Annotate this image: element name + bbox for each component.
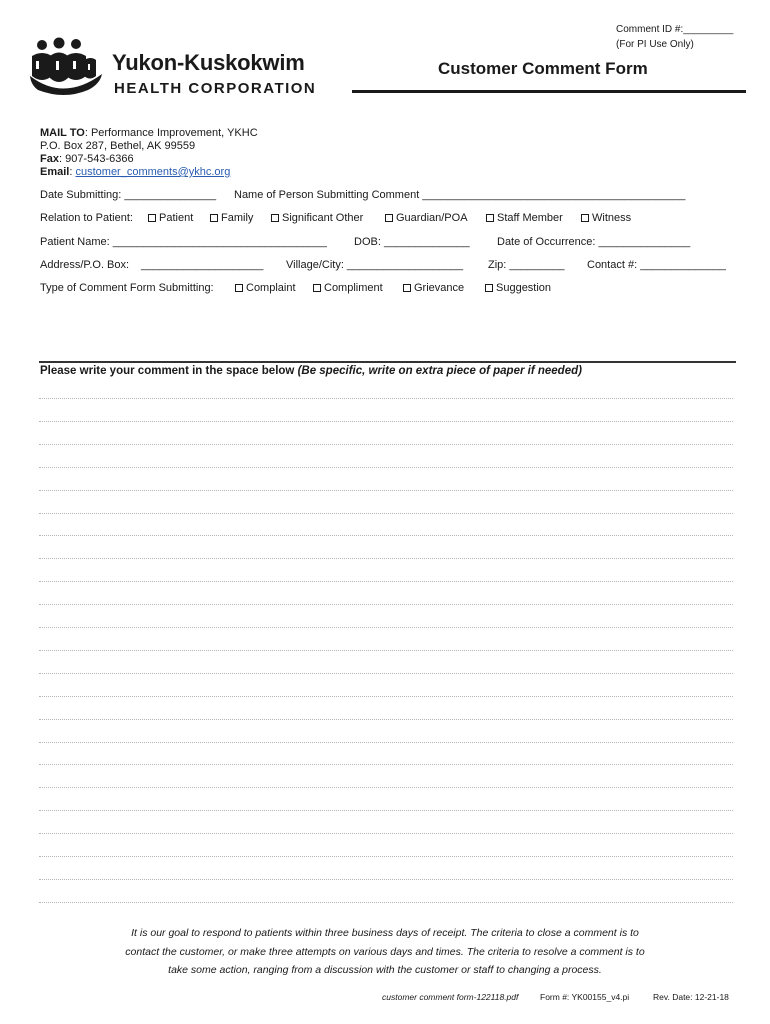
comment-instruction: Please write your comment in the space below (Be specific, write on extra piece of paper if needed) — [40, 365, 582, 377]
revision-date: Rev. Date: 12-21-18 — [653, 992, 729, 1002]
comment-writing-line[interactable] — [39, 558, 733, 559]
contact-field[interactable]: Contact #: ______________ — [587, 259, 726, 271]
title-underline — [352, 90, 746, 93]
mail-to-line: MAIL TO: Performance Improvement, YKHC — [40, 127, 258, 139]
patient-name-field[interactable]: Patient Name: ___________________________________ — [40, 236, 327, 248]
comment-writing-line[interactable] — [39, 673, 733, 674]
logo-subtitle: HEALTH CORPORATION — [114, 80, 317, 97]
comment-id-note: (For PI Use Only) — [616, 39, 694, 50]
page-title: Customer Comment Form — [438, 59, 648, 78]
relation-label: Relation to Patient: — [40, 212, 133, 224]
relation-witness-option[interactable]: Witness — [581, 212, 631, 224]
relation-guardian-option[interactable]: Guardian/POA — [385, 212, 468, 224]
village-city-field[interactable]: Village/City: ___________________ — [286, 259, 464, 271]
relation-family-option[interactable]: Family — [210, 212, 253, 224]
type-grievance-option[interactable]: Grievance — [403, 282, 464, 294]
checkbox-icon[interactable] — [581, 214, 589, 222]
checkbox-icon[interactable] — [485, 284, 493, 292]
response-policy-note: It is our goal to respond to patients within three business days of receipt. The criteria to close a comment is to contact the customer, or make three attempts on various days and times. The criteria to resolve a comment is to take some action, ranging from a discussion with the customer or staff to changing a process. — [125, 927, 645, 976]
relation-staff-option[interactable]: Staff Member — [486, 212, 563, 224]
checkbox-icon[interactable] — [235, 284, 243, 292]
ykhc-logo — [28, 36, 338, 96]
dob-field[interactable]: DOB: ______________ — [354, 236, 470, 248]
comment-id: Comment ID #:_________ — [616, 24, 734, 35]
file-name: customer comment form-122118.pdf — [382, 992, 519, 1002]
checkbox-icon[interactable] — [403, 284, 411, 292]
mail-address: P.O. Box 287, Bethel, AK 99559 — [40, 140, 196, 152]
comment-writing-line[interactable] — [39, 879, 733, 880]
comment-writing-line[interactable] — [39, 764, 733, 765]
comment-writing-line[interactable] — [39, 467, 733, 468]
type-compliment-option[interactable]: Compliment — [313, 282, 383, 294]
date-of-occurrence-field[interactable]: Date of Occurrence: _______________ — [497, 236, 691, 248]
type-complaint-option[interactable]: Complaint — [235, 282, 296, 294]
checkbox-icon[interactable] — [148, 214, 156, 222]
comment-writing-line[interactable] — [39, 513, 733, 514]
comment-writing-line[interactable] — [39, 421, 733, 422]
mail-to-block — [40, 127, 258, 179]
relation-patient-option[interactable]: Patient — [148, 212, 193, 224]
comment-writing-line[interactable] — [39, 650, 733, 651]
checkbox-icon[interactable] — [271, 214, 279, 222]
checkbox-icon[interactable] — [210, 214, 218, 222]
family-figures-icon — [28, 36, 104, 96]
comment-writing-line[interactable] — [39, 398, 733, 399]
checkbox-icon[interactable] — [385, 214, 393, 222]
comment-writing-line[interactable] — [39, 627, 733, 628]
comment-writing-line[interactable] — [39, 535, 733, 536]
address-label: Address/P.O. Box: — [40, 259, 130, 271]
name-submitting-field[interactable]: Name of Person Submitting Comment ___________________________________________ — [234, 189, 686, 201]
checkbox-icon[interactable] — [313, 284, 321, 292]
comment-writing-line[interactable] — [39, 581, 733, 582]
relation-significant-other-option[interactable]: Significant Other — [271, 212, 363, 224]
comment-writing-line[interactable] — [39, 902, 733, 903]
comment-writing-line[interactable] — [39, 604, 733, 605]
section-divider — [39, 361, 736, 363]
email-line: Email: customer_comments@ykhc.org — [40, 166, 231, 178]
address-field[interactable]: ____________________ — [141, 259, 264, 271]
fax-line: Fax: 907-543-6366 — [40, 153, 134, 165]
checkbox-icon[interactable] — [486, 214, 494, 222]
comment-writing-line[interactable] — [39, 833, 733, 834]
comment-writing-line[interactable] — [39, 810, 733, 811]
comment-writing-line[interactable] — [39, 787, 733, 788]
email-link[interactable]: customer_comments@ykhc.org — [75, 166, 231, 178]
comment-type-label: Type of Comment Form Submitting: — [40, 282, 214, 294]
comment-writing-line[interactable] — [39, 719, 733, 720]
date-submitting-field[interactable]: Date Submitting: _______________ — [40, 189, 217, 201]
form-number: Form #: YK00155_v4.pi — [540, 992, 630, 1002]
zip-field[interactable]: Zip: _________ — [488, 259, 565, 271]
logo-name: Yukon-Kuskokwim — [112, 50, 305, 75]
comment-writing-area[interactable] — [39, 398, 733, 918]
comment-writing-line[interactable] — [39, 696, 733, 697]
comment-writing-line[interactable] — [39, 444, 733, 445]
comment-writing-line[interactable] — [39, 742, 733, 743]
comment-writing-line[interactable] — [39, 856, 733, 857]
comment-writing-line[interactable] — [39, 490, 733, 491]
type-suggestion-option[interactable]: Suggestion — [485, 282, 551, 294]
